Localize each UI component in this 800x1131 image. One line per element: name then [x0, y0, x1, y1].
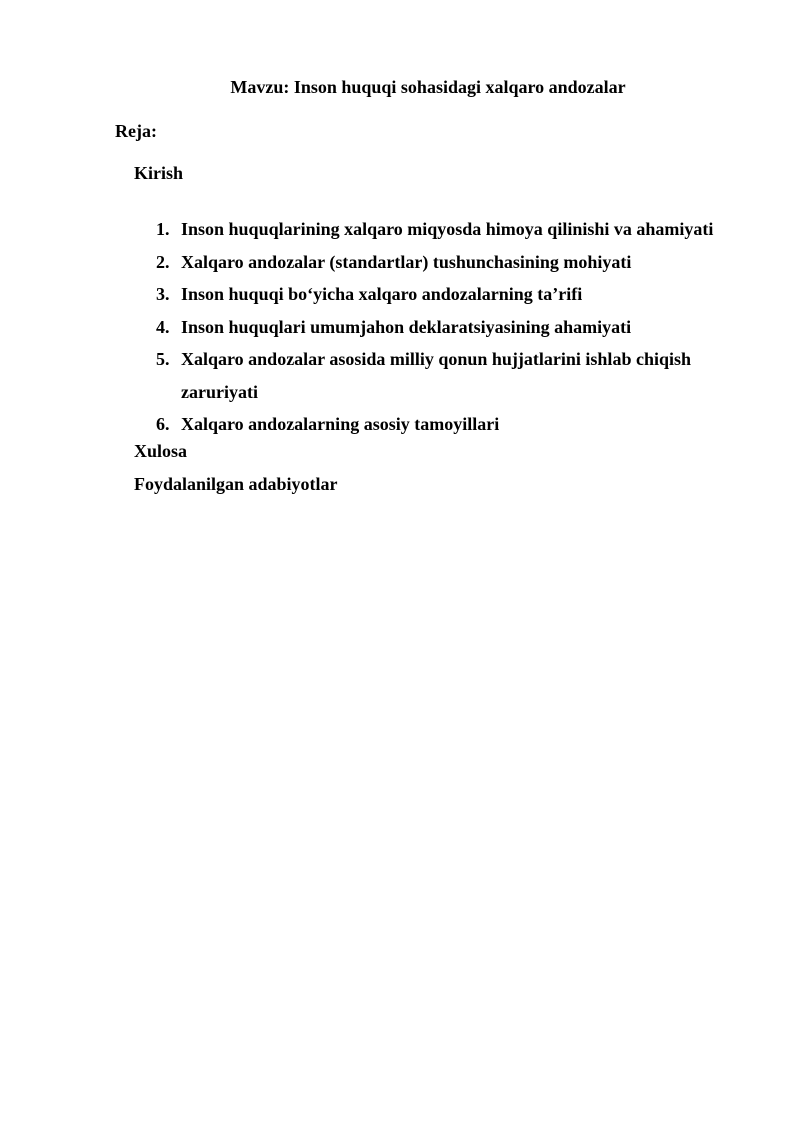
plan-heading: Reja:	[115, 121, 157, 141]
plan-item-1	[0, 213, 713, 246]
plan-item-number: 6.	[156, 414, 170, 434]
conclusion-line: Xulosa	[134, 441, 188, 461]
plan-item-3	[0, 278, 713, 311]
plan-item-continuation: zaruriyati	[181, 381, 258, 402]
plan-item-text: Inson huquqlarining xalqaro miqyosda himoya qilinishi va ahamiyati	[181, 219, 714, 239]
plan-item-text: Xalqaro andozalar (standartlar) tushunchasining mohiyati	[181, 251, 632, 272]
plan-item-6	[0, 408, 713, 441]
plan-item-number: 4.	[156, 316, 170, 337]
plan-item-text: Inson huquqi bo‘yicha xalqaro andozalarning ta’rifi	[181, 284, 583, 304]
intro-line: Kirish	[134, 163, 184, 183]
plan-item-number: 5.	[156, 349, 170, 369]
plan-item-text: Xalqaro andozalar asosida milliy qonun hujjatlarini ishlab chiqish	[181, 349, 691, 369]
plan-item-number: 2.	[156, 251, 170, 272]
plan-item-number: 1.	[156, 219, 170, 239]
references-line: Foydalanilgan adabiyotlar	[134, 474, 338, 494]
plan-item-text: Xalqaro andozalarning asosiy tamoyillari	[181, 414, 500, 434]
plan-item-text: Inson huquqlari umumjahon deklaratsiyasining ahamiyati	[181, 316, 632, 337]
plan-item-5	[0, 343, 713, 408]
plan-item-4	[0, 311, 713, 344]
document-title: Mavzu: Inson huquqi sohasidagi xalqaro andozalar	[230, 77, 626, 97]
plan-item-2	[0, 246, 713, 279]
plan-item-number: 3.	[156, 284, 170, 304]
plan-list	[0, 213, 713, 441]
